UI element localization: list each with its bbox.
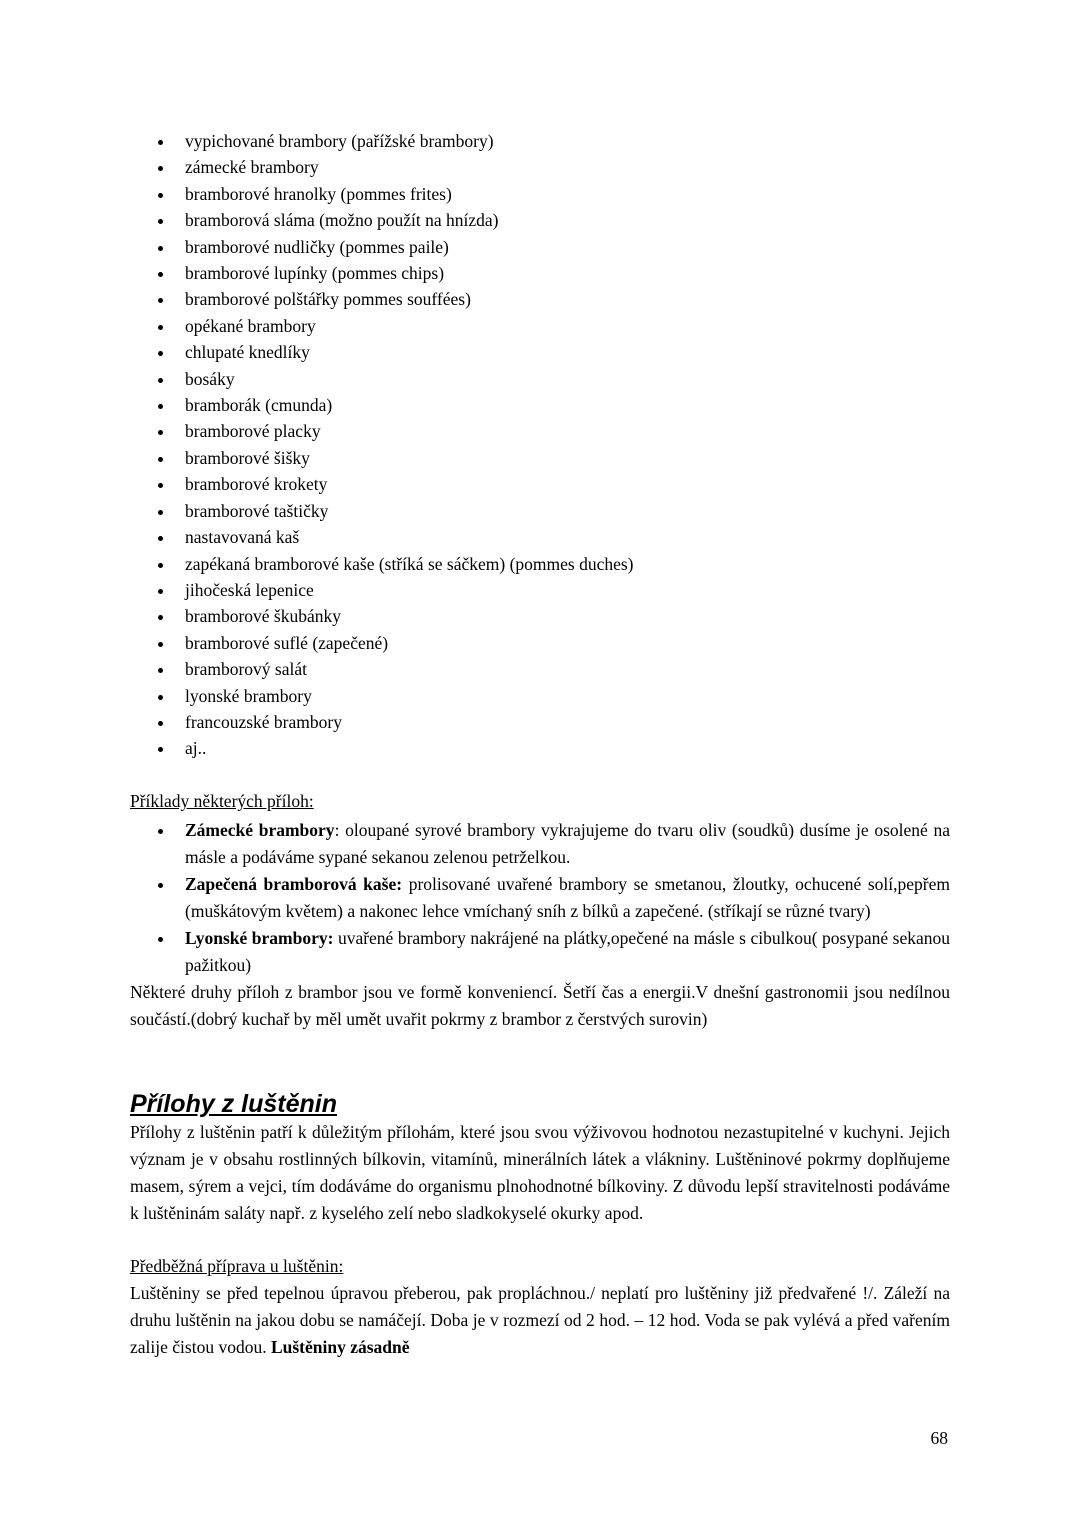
prep-paragraph [130,1280,950,1361]
example-item [175,817,950,871]
list-item: • bramborové šišky [175,445,950,471]
list-item: • bramborová sláma (možno použít na hnízda) [175,207,950,233]
list-item: • lyonské brambory [175,683,950,709]
section-title-legumes: Přílohy z luštěnin [130,1089,337,1118]
list-item: • opékané brambory [175,313,950,339]
list-item: • bramborové suflé (zapečené) [175,630,950,656]
example-item-text: prolisované uvařené brambory se smetanou, žloutky, ochucené solí,pepřem (muškátovým květem) a nakonec lehce vmíchaný sníh z bílků a zapečené. (stříkají se různé tvary) [185,873,950,921]
example-item-text: uvařené brambory nakrájené na plátky,opečené na másle s cibulkou( posypané sekanou pažitkou) [185,927,950,975]
list-item: • zámecké brambory [175,154,950,180]
list-item: • nastavovaná kaš [175,524,950,550]
prep-paragraph-text: Luštěniny se před tepelnou úpravou přeberou, pak propláchnou./ neplatí pro luštěniny již předvařené !/. Záleží na druhu luštěnin na jakou dobu se namáčejí. Doba je v rozmezí od 2 hod. – 12 hod. Voda se pak vylévá a před vařením zalije čistou vodou. [130,1282,950,1357]
example-item [175,871,950,925]
example-item-lead: Lyonské brambory: [185,927,334,948]
potato-dishes-list [130,128,950,762]
examples-heading: Příklady některých příloh: [130,790,314,811]
legumes-intro-paragraph: Přílohy z luštěnin patří k důležitým přílohám, které jsou svou výživovou hodnotou nezastupitelné v kuchyni. Jejich význam je v obsahu rostlinných bílkovin, vitamínů, minerálních látek a vlákniny. Luštěninové pokrmy doplňujeme masem, sýrem a vejci, tím dodáváme do organismu plnohodnotné bílkoviny. Z důvodu lepší stravitelnosti podáváme k luštěninám saláty např. z kyselého zelí nebo sladkokyselé okurky apod. [130,1121,950,1223]
list-item: • zapékaná bramborové kaše (stříká se sáčkem) (pommes duches) [175,551,950,577]
list-item: • vypichované brambory (pařížské brambory) [175,128,950,154]
list-item: • bramborové polštářky pommes souffées) [175,286,950,312]
list-item: • bramborové lupínky (pommes chips) [175,260,950,286]
prep-paragraph-bold: Luštěniny zásadně [270,1336,410,1357]
list-item: • bramborové škubánky [175,603,950,629]
example-item [175,925,950,979]
list-item: • francouzské brambory [175,709,950,735]
prep-subheading: Předběžná příprava u luštěnin: [130,1255,344,1276]
list-item: • bramborové taštičky [175,498,950,524]
list-item: • bramborové placky [175,418,950,444]
list-item: • bramborák (cmunda) [175,392,950,418]
list-item: • bramborové krokety [175,471,950,497]
list-item: • aj.. [175,735,950,761]
convenience-paragraph: Některé druhy příloh z brambor jsou ve formě konveniencí. Šetří čas a energii.V dnešní gastronomii jsou nedílnou součástí.(dobrý kuchař by měl umět uvařit pokrmy z brambor z čerstvých surovin) [130,981,950,1029]
example-item-lead: Zámecké brambory [185,819,335,840]
example-item-lead: Zapečená bramborová kaše: [185,873,403,894]
list-item: • chlupaté knedlíky [175,339,950,365]
list-item: • bramborové nudličky (pommes paile) [175,234,950,260]
example-item-text: : oloupané syrové brambory vykrajujeme do tvaru oliv (soudků) dusíme je osolené na másle a podáváme sypané sekanou zelenou petrželkou. [185,819,951,867]
list-item: • bramborový salát [175,656,950,682]
list-item: • bramborové hranolky (pommes frites) [175,181,950,207]
list-item: • jihočeská lepenice [175,577,950,603]
list-item: • bosáky [175,366,950,392]
examples-list [130,817,950,979]
page-number: 68 [930,1428,948,1448]
